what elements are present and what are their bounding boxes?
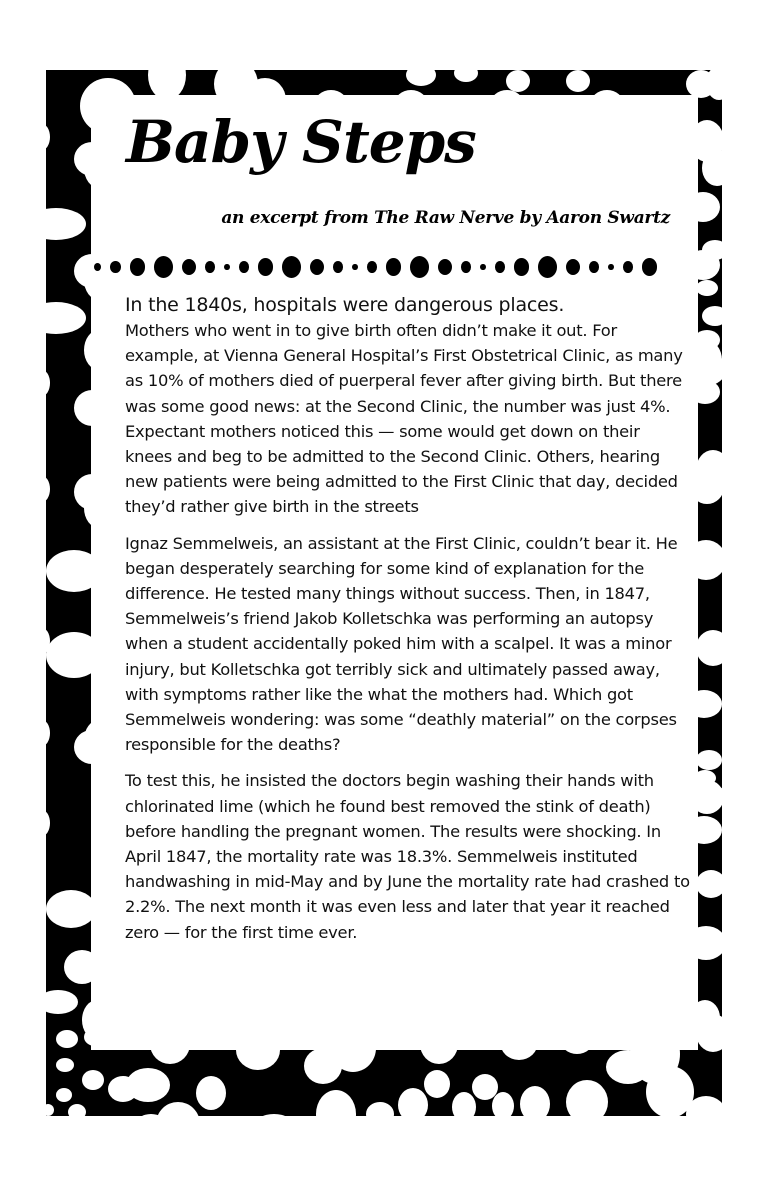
polka-dot — [696, 630, 722, 666]
divider-dot — [94, 263, 101, 271]
polka-dot — [566, 1080, 608, 1116]
polka-dot — [696, 280, 718, 296]
polka-dot — [46, 370, 50, 396]
divider-dot — [110, 261, 121, 274]
polka-dot — [46, 476, 50, 502]
polka-dot — [420, 1024, 458, 1064]
divider-dot — [642, 258, 657, 275]
polka-dot — [46, 890, 96, 928]
polka-dot — [506, 70, 530, 92]
polka-dot — [82, 1070, 104, 1090]
polka-dot — [696, 870, 722, 898]
lead-sentence: In the 1840s, hospitals were dangerous places. — [125, 294, 565, 316]
polka-dot — [490, 90, 524, 120]
divider-dot — [623, 261, 633, 273]
polka-dot — [566, 70, 590, 92]
polka-dot — [46, 124, 50, 150]
divider-dot — [461, 261, 471, 273]
divider-dot — [258, 258, 273, 275]
polka-dot — [690, 1000, 720, 1036]
polka-dot — [46, 302, 86, 334]
divider-dot — [514, 258, 529, 275]
divider-dot — [282, 256, 301, 278]
polka-dot — [46, 1104, 54, 1116]
polka-dot — [702, 306, 722, 326]
polka-dot — [492, 1092, 514, 1116]
page-subtitle: an excerpt from The Raw Nerve by Aaron Swartz — [221, 208, 670, 228]
polka-dot — [156, 1102, 200, 1116]
polka-dot — [690, 780, 724, 814]
polka-dot — [690, 380, 720, 404]
polka-dot — [196, 1076, 226, 1110]
polka-dot — [56, 1088, 72, 1102]
divider-dot — [239, 261, 249, 273]
polka-dot — [424, 1070, 450, 1098]
paragraph-1-text: Mothers who went in to give birth often didn’t make it out. For example, at Vienna General Hospital’s First Obstetrical Clinic, as many as 10% of mothers died of puerperal fever after giving birth. But there was some good news: at the Second Clinic, the number was just 4%. Expectant mothers noticed this — some would get down on their knees and beg to be admitted to the Second Clinic. Others, hearing new patients were being admitted to the First Clinic that day, decided they’d rather give birth in the streets — [125, 321, 683, 517]
polka-dot — [560, 1024, 594, 1054]
polka-dot — [696, 750, 722, 770]
polka-dot — [84, 488, 114, 528]
paragraph-1 — [125, 293, 690, 520]
divider-dot — [130, 258, 145, 275]
polka-dot — [240, 1024, 280, 1064]
divider-dot — [367, 261, 377, 273]
polka-dot — [316, 1090, 356, 1116]
divider-dot — [205, 261, 215, 273]
polka-dot — [454, 70, 478, 82]
paragraph-3: To test this, he insisted the doctors begin washing their hands with chlorinated lime (which he found best removed the stink of death) before handling the pregnant women. The results were shocking. In April 1847, the mortality rate was 18.3%. Semmelweis instituted handwashing in mid-May and by June the mortality rate had crashed to 2.2%. The next month it was even less and later that year it reached zero — for the first time ever. — [125, 771, 690, 942]
polka-dot — [46, 208, 86, 240]
divider-dot — [495, 261, 505, 273]
polka-dot — [690, 340, 722, 380]
polka-dot — [148, 50, 186, 100]
polka-dot — [46, 810, 50, 836]
divider-dot — [182, 259, 196, 275]
polka-dot — [500, 1024, 538, 1060]
article-body — [125, 293, 690, 956]
polka-dot — [126, 1068, 170, 1102]
polka-dot — [56, 1058, 74, 1072]
divider-dot — [154, 256, 173, 278]
polka-dot — [630, 1024, 680, 1084]
polka-dot — [520, 1086, 550, 1116]
divider-dot — [589, 261, 599, 273]
polka-dot — [330, 1024, 376, 1072]
divider-dot — [566, 259, 580, 275]
polka-dot — [366, 1102, 394, 1116]
polka-dot — [254, 1114, 294, 1116]
polka-dot-row-icon — [88, 252, 698, 282]
polka-dot — [150, 1024, 190, 1064]
polka-dot — [398, 1088, 428, 1116]
polka-dot — [406, 70, 436, 86]
divider-dot — [608, 264, 614, 271]
polka-dot — [84, 148, 114, 188]
polka-dot — [56, 1030, 78, 1048]
polka-dot — [690, 470, 724, 504]
divider-dot — [480, 264, 486, 271]
polka-dot — [46, 720, 50, 746]
polka-dot — [452, 1092, 476, 1116]
polka-dot — [690, 120, 724, 162]
divider-dot — [310, 259, 324, 275]
divider-dot — [438, 259, 452, 275]
divider-dot — [386, 258, 401, 275]
polka-dot — [82, 1000, 112, 1040]
polka-dot — [68, 1104, 86, 1116]
divider-dot — [333, 261, 343, 273]
polka-dot — [84, 330, 114, 370]
polka-dot — [84, 720, 114, 760]
divider-dot — [538, 256, 557, 278]
divider-dot — [410, 256, 429, 278]
paragraph-2: Ignaz Semmelweis, an assistant at the First Clinic, couldn’t bear it. He began desperately searching for some kind of explanation for the difference. He tested many things without success. Then, in 1847, Semmelweis’s friend Jakob Kolletschka was performing an autopsy when a student accidentally poked him with a scalpel. It was a minor injury, but Kolletschka got terribly sick and ultimately passed away, with symptoms rather like the what the mothers had. Which got Semmelweis wondering: was some “deathly material” on the corpses responsible for the deaths? — [125, 533, 678, 755]
polka-dot — [46, 990, 78, 1014]
polka-dot — [590, 90, 624, 120]
page-title: Baby Steps — [126, 108, 476, 176]
divider-dot — [352, 264, 358, 271]
divider-dot — [224, 264, 230, 271]
